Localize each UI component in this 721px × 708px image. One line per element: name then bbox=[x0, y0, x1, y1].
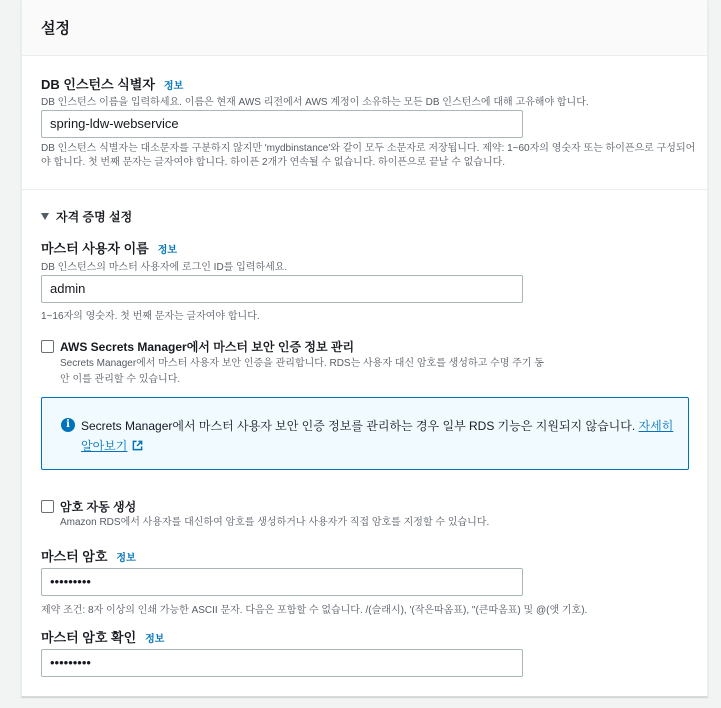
auto-password-description: Amazon RDS에서 사용자를 대신하여 암호를 생성하거나 사용자가 직접 암호를 지정할 수 있습니다. bbox=[60, 517, 490, 528]
panel-header bbox=[22, 0, 707, 56]
master-username-label-row bbox=[41, 238, 177, 257]
alert-message bbox=[81, 416, 681, 456]
secrets-manager-label[interactable]: AWS Secrets Manager에서 마스터 보안 인증 정보 관리 bbox=[60, 340, 355, 354]
db-identifier-input[interactable]: spring-ldw-webservice bbox=[41, 110, 523, 138]
learn-more-link-text[interactable]: 자세히 알아보기 bbox=[81, 419, 674, 453]
master-password-label: 마스터 암호 bbox=[41, 549, 108, 564]
section-divider bbox=[22, 189, 707, 190]
external-link-icon[interactable] bbox=[132, 440, 143, 451]
db-identifier-label-row bbox=[41, 74, 183, 93]
confirm-password-label-row bbox=[41, 627, 164, 646]
db-identifier-constraint: DB 인스턴스 식별자는 대소문자를 구분하지 않지만 'mydbinstance'와 같이 모두 소문자로 저장됩니다. 제약: 1~60자의 영숫자 또는 하이픈으로 구성되어야 합니다. 첫 번째 문자는 글자여야 합니다. 하이픈 2개가 연속될 수 없습니다. 하이픈으로 끝날 수 없습니다. bbox=[41, 143, 696, 168]
confirm-password-info-link[interactable]: 정보 bbox=[145, 634, 165, 645]
master-password-constraint: 제약 조건: 8자 이상의 인쇄 가능한 ASCII 문자. 다음은 포함할 수 없습니다. /(슬래시), '(작은따옴표), "(큰따옴표) 및 @(앳 기호). bbox=[41, 605, 588, 616]
auto-password-label[interactable]: 암호 자동 생성 bbox=[60, 500, 137, 514]
settings-panel bbox=[21, 0, 708, 697]
master-password-input[interactable]: ••••••••• bbox=[41, 568, 523, 596]
caret-down-icon bbox=[41, 213, 49, 220]
panel-title: 설정 bbox=[41, 20, 70, 37]
auto-password-checkbox[interactable] bbox=[41, 500, 54, 513]
master-username-description: DB 인스턴스의 마스터 사용자에 로그인 ID를 입력하세요. bbox=[41, 262, 288, 273]
info-icon: i bbox=[61, 418, 75, 432]
master-password-info-link[interactable]: 정보 bbox=[116, 553, 136, 564]
confirm-password-input[interactable]: ••••••••• bbox=[41, 649, 523, 677]
db-identifier-info-link[interactable]: 정보 bbox=[163, 81, 184, 92]
credentials-settings-label: 자격 증명 설정 bbox=[56, 210, 133, 224]
info-alert bbox=[41, 397, 689, 470]
db-identifier-description: DB 인스턴스 이름을 입력하세요. 이름은 현재 AWS 리전에서 AWS 계정이 소유하는 모든 DB 인스턴스에 대해 고유해야 합니다. bbox=[41, 97, 589, 108]
alert-text: Secrets Manager에서 마스터 사용자 보안 인증 정보를 관리하는 경우 일부 RDS 기능은 지원되지 않습니다. bbox=[81, 419, 636, 433]
master-username-constraint: 1~16자의 영숫자. 첫 번째 문자는 글자여야 합니다. bbox=[41, 311, 260, 322]
db-identifier-label: DB 인스턴스 식별자 bbox=[41, 77, 155, 92]
master-username-input[interactable]: admin bbox=[41, 275, 523, 303]
secrets-manager-description: Secrets Manager에서 마스터 사용자 보안 인증을 관리합니다. RDS는 사용자 대신 암호를 생성하고 수명 주기 동안 이를 관리할 수 있습니다. bbox=[60, 358, 544, 385]
master-username-label: 마스터 사용자 이름 bbox=[41, 241, 149, 256]
secrets-manager-checkbox[interactable] bbox=[41, 340, 54, 353]
credentials-settings-toggle[interactable] bbox=[41, 208, 132, 225]
master-password-label-row bbox=[41, 546, 136, 565]
master-username-info-link[interactable]: 정보 bbox=[157, 245, 178, 256]
confirm-password-label: 마스터 암호 확인 bbox=[41, 630, 137, 645]
